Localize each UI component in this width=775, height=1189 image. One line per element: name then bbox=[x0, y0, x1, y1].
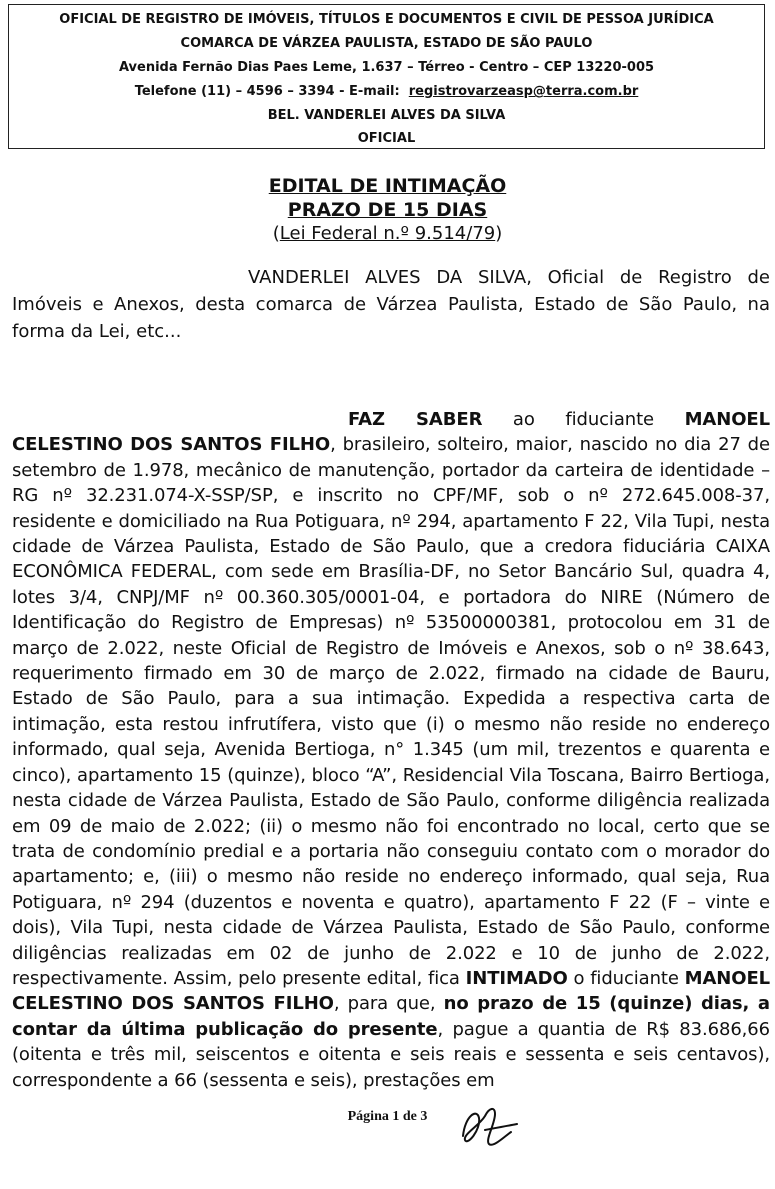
intro-paragraph bbox=[12, 264, 770, 345]
registry-district: COMARCA DE VÁRZEA PAULISTA, ESTADO DE SÃO PAULO bbox=[180, 36, 593, 51]
document-title bbox=[0, 174, 775, 246]
deadline-text: no prazo de 15 (quinze) dias, a contar da última publicação do presente bbox=[12, 993, 770, 1040]
registry-name: OFICIAL DE REGISTRO DE IMÓVEIS, TÍTULOS E DOCUMENTOS E CIVIL DE PESSOA JURÍDICA bbox=[59, 12, 714, 27]
title-prazo: PRAZO DE 15 DIAS bbox=[287, 199, 488, 221]
body-paragraph: FAZ SABER ao fiduciante MANOEL CELESTINO DOS SANTOS FILHO, brasileiro, solteiro, maior, nascido no dia 27 de setembro de 1.978, mecânico de manutenção, portador da carteira de identidade – RG nº 32.231.074-X-SSP/SP, e inscrito no CPF/MF, sob o nº 272.645.008-37, residente e domiciliado na Rua Potiguara, nº 294, apartamento F 22, Vila Tupi, nesta cidade de Várzea Paulista, Estado de São Paulo, que a credora fiduciária CAIXA ECONÔMICA FEDERAL, com sede em Brasília-DF, no Setor Bancário Sul, quadra 4, lotes 3/4, CNPJ/MF nº 00.360.305/0001-04, e portadora do NIRE (Número de Identificação do Registro de Empresas) nº 53500000381, protocolou em 31 de março de 2.022, neste Oficial de Registro de Imóveis e Anexos, sob o nº 38.643, requerimento firmado em 30 de março de 2.022, firmado na cidade de Bauru, Estado de São Paulo, para a sua intimação. Expedida a respectiva carta de intimação, esta restou infrutífera, visto que (i) o mesmo não reside no endereço informado, qual seja, Avenida Bertioga, n° 1.345 (um mil, trezentos e quarenta e cinco), apartamento 15 (quinze), bloco “A”, Residencial Vila Toscana, Bairro Bertioga, nesta cidade de Várzea Paulista, Estado de São Paulo, conforme diligência realizada em 09 de maio de 2.022; (ii) o mesmo não foi encontrado no local, certo que se trata de condomínio predial e a portaria não conseguiu contato com o morador do apartamento; e, (iii) o mesmo não reside no endereço informado, qual seja, Rua Potiguara, nº 294 (duzentos e noventa e quatro), apartamento F 22 (F – vinte e dois), Vila Tupi, nesta cidade de Várzea Paulista, Estado de São Paulo, conforme diligências realizadas em 02 de junho de 2.022 e 10 de junho de 2.022, respectivamente. Assim, pelo presente edital, fica INTIMADO o fiduciante MANOEL CELESTINO DOS SANTOS FILHO, para que, no prazo de 15 (quinze) dias, a contar da última publicação do presente, pague a quantia de R$ 83.686,66 (oitenta e três mil, seiscentos e oitenta e seis reais e sessenta e seis centavos), correspondente a 66 (sessenta e seis), prestações em bbox=[12, 409, 771, 1091]
officer-name: BEL. VANDERLEI ALVES DA SILVA bbox=[267, 108, 506, 123]
intro-text: VANDERLEI ALVES DA SILVA, Oficial de Registro de Imóveis e Anexos, desta comarca de Várzea Paulista, Estado de São Paulo, na forma da Lei, etc... bbox=[12, 267, 770, 342]
registry-header bbox=[8, 4, 765, 149]
title-edital: EDITAL DE INTIMAÇÃO bbox=[268, 175, 507, 197]
registry-address: Avenida Fernão Dias Paes Leme, 1.637 – Térreo - Centro – CEP 13220-005 bbox=[118, 60, 655, 75]
debtor-name: MANOEL CELESTINO DOS SANTOS FILHO bbox=[12, 409, 770, 456]
intimado-label: INTIMADO bbox=[465, 967, 568, 989]
phone-label: Telefone (11) – 4596 – 3394 - E-mail: bbox=[134, 84, 400, 99]
officer-title: OFICIAL bbox=[357, 131, 416, 146]
page-number: Página 1 de 3 bbox=[347, 1109, 428, 1124]
law-text: Lei Federal n.º 9.514/79 bbox=[279, 223, 496, 244]
faz-saber: FAZ SABER bbox=[348, 409, 483, 430]
registry-contact bbox=[9, 84, 764, 100]
email-link[interactable]: registrovarzeasp@terra.com.br bbox=[408, 84, 639, 99]
signature-mark bbox=[455, 1096, 525, 1156]
law-reference: (Lei Federal n.º 9.514/79) bbox=[272, 223, 503, 244]
debtor-name-2: MANOEL CELESTINO DOS SANTOS FILHO bbox=[12, 967, 771, 1015]
